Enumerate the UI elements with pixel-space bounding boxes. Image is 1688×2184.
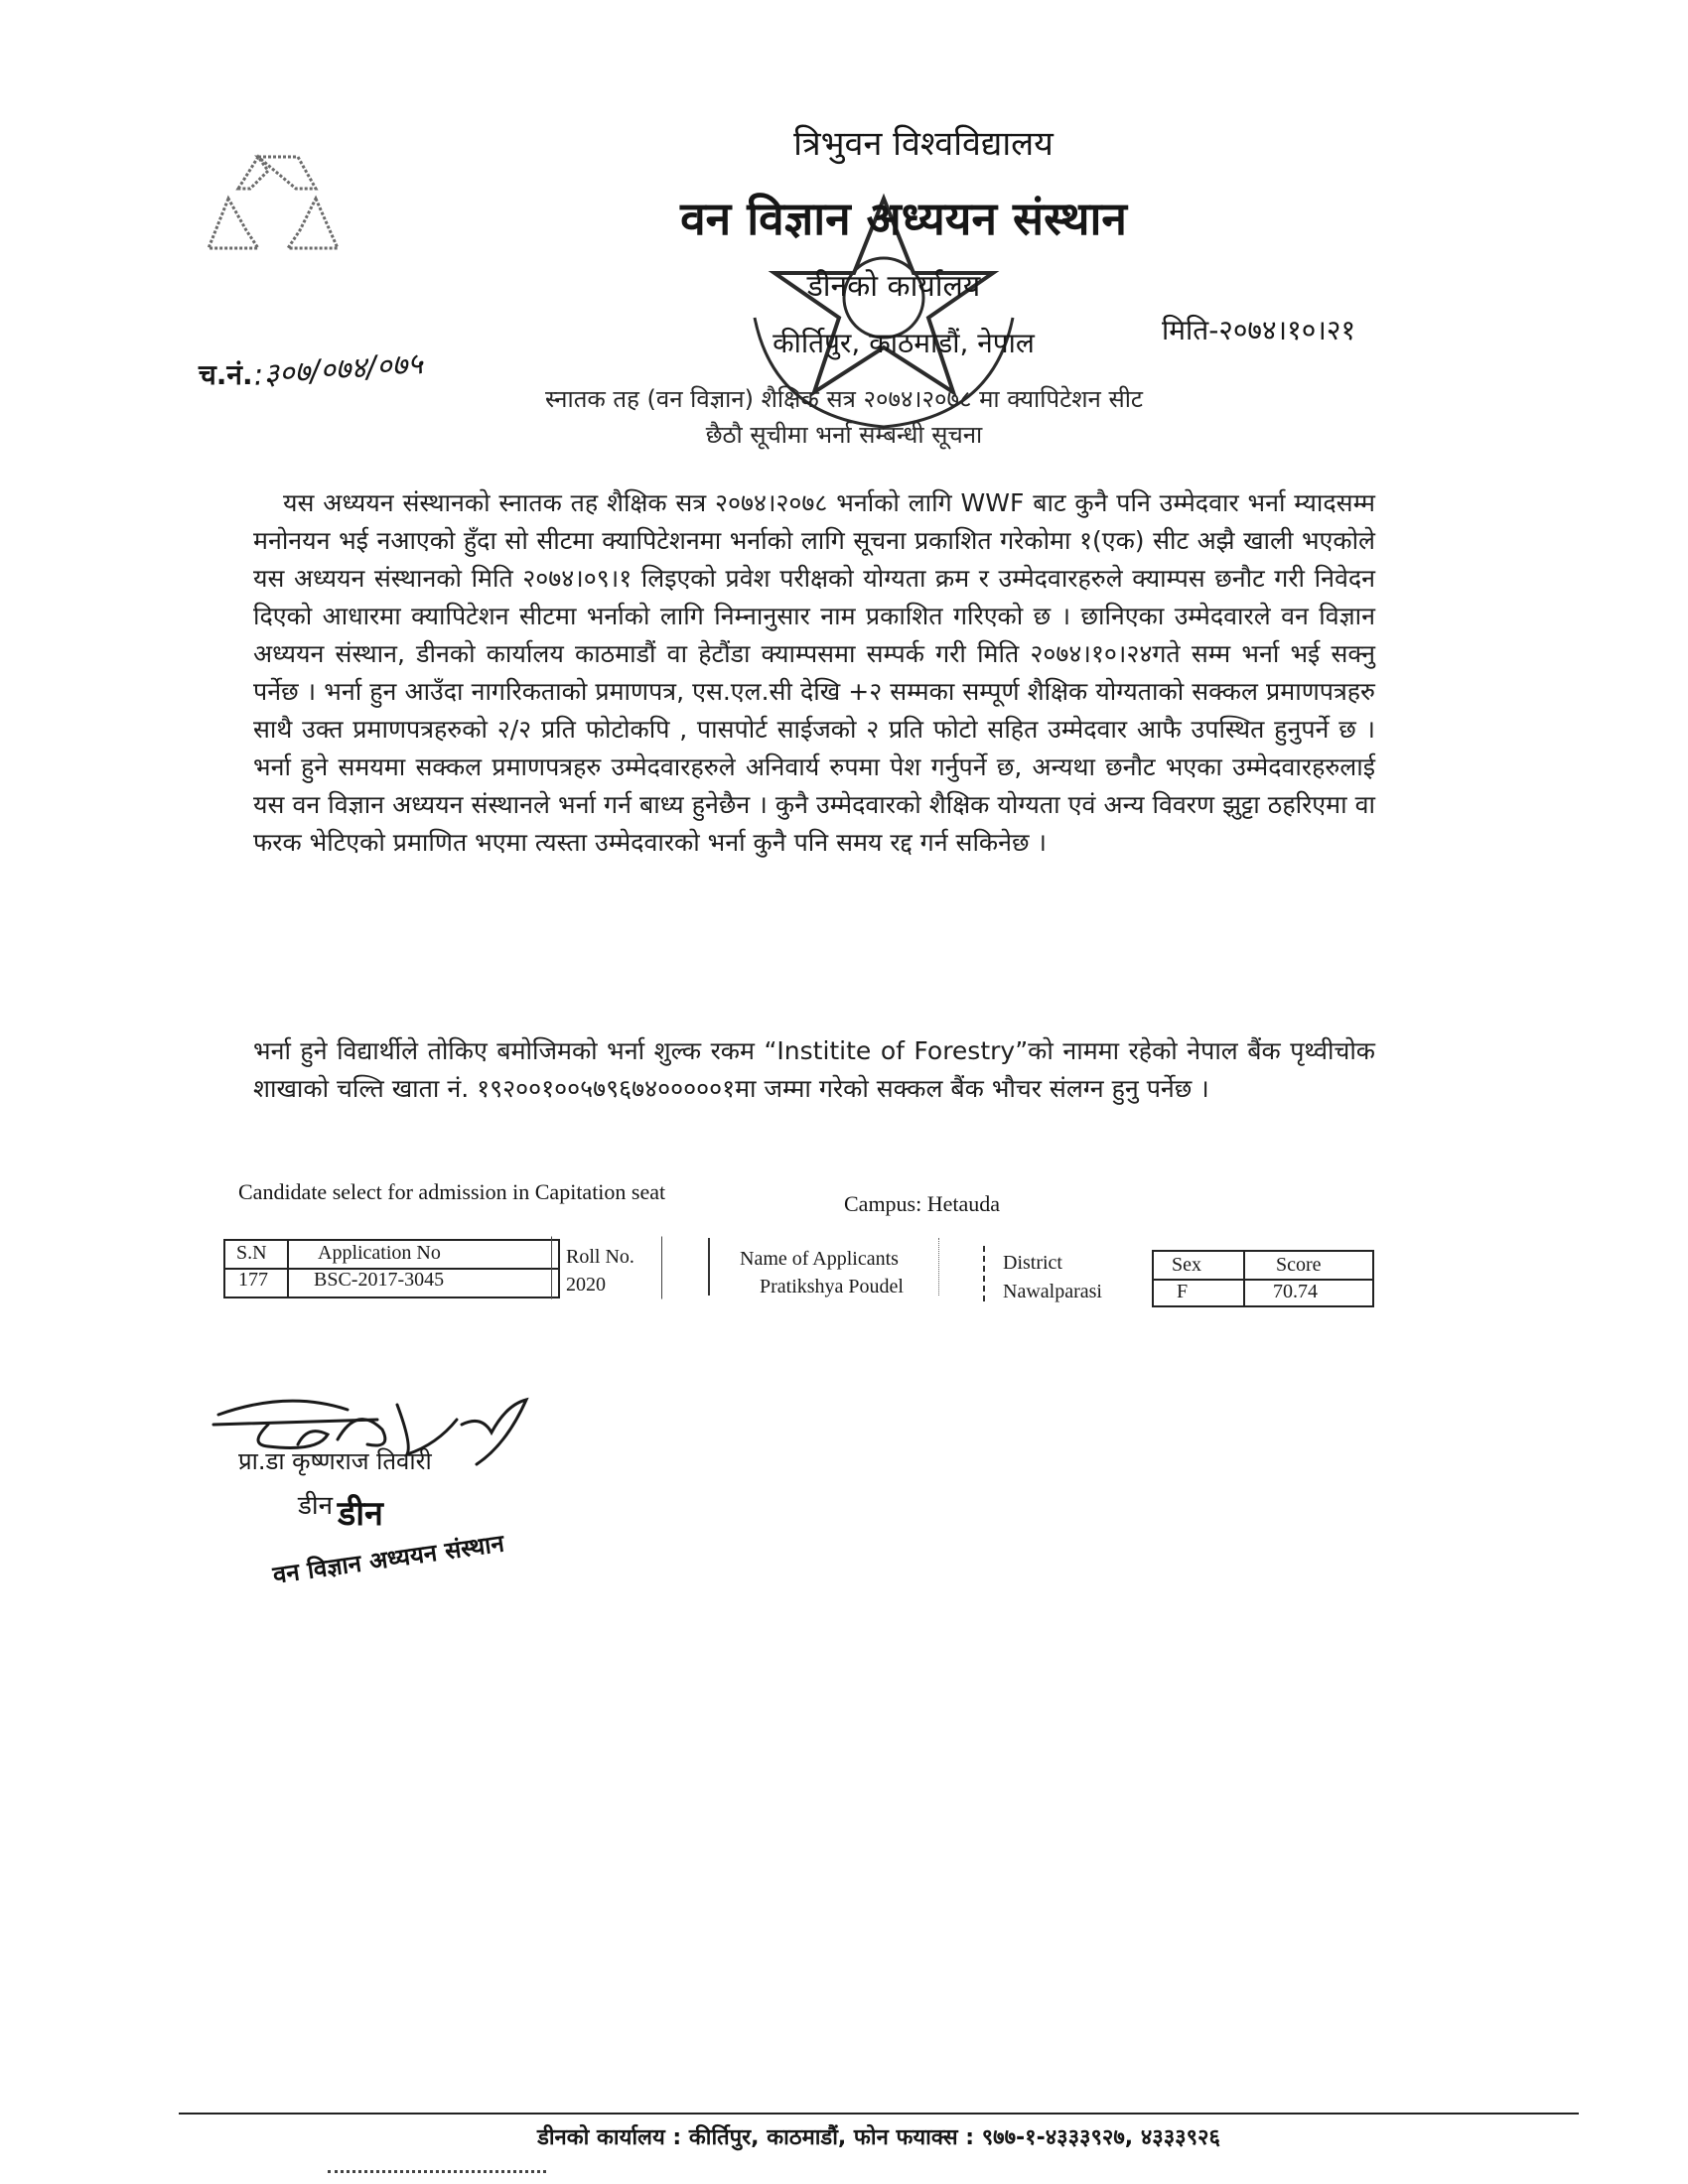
footer-cropped-line <box>328 2170 546 2183</box>
subject-line-2: छैठौ सूचीमा भर्ना सम्बन्धी सूचना <box>705 421 983 449</box>
signatory-title: डीन <box>298 1491 334 1521</box>
dean-stamp-text: वन विज्ञान अध्ययन संस्थान <box>271 1529 506 1589</box>
office-location: कीर्तिपुर, काठमाडौं, नेपाल <box>773 327 1035 359</box>
cell-name: Pratikshya Poudel <box>760 1276 904 1297</box>
reference-number: :३०७/०७४/०७५ <box>252 346 424 393</box>
institute-name: वन विज्ञान अध्ययन संस्थान <box>680 192 1127 245</box>
header-district: District <box>1003 1252 1062 1274</box>
selection-table <box>218 1236 1370 1315</box>
header-sex: Sex <box>1172 1254 1201 1276</box>
subject-line-1: स्नातक तह (वन विज्ञान) शैक्षिक सत्र २०७४।२०७८ मा क्यापिटेशन सीट <box>544 385 1144 413</box>
reference-label: च.नं. <box>199 358 253 391</box>
header-name: Name of Applicants <box>740 1248 899 1270</box>
university-logo-icon <box>189 149 348 268</box>
header-sn: S.N <box>236 1242 267 1264</box>
footer-divider <box>179 2113 1579 2115</box>
notice-paragraph-1: यस अध्ययन संस्थानको स्नातक तह शैक्षिक सत्र २०७४।२०७८ भर्नाको लागि WWF बाट कुनै पनि उम्मेदवार भर्ना म्यादसम्म मनोनयन भई नआएको हुँदा सो सीटमा क्यापिटेशनमा भर्नाको लागि सूचना प्रकाशित गरेकोमा १(एक) सीट अझै खाली भएकोले यस अध्ययन संस्थानको मिति २०७४।०९।१ लिइएको प्रवेश परीक्षको योग्यता क्रम र उम्मेदवारहरुले क्याम्पस छनौट गरी निवेदन दिएको आधारमा क्यापिटेशन सीटमा भर्नाको लागि निम्नानुसार नाम प्रकाशित गरिएको छ । छानिएका उम्मेदवारले वन विज्ञान अध्ययन संस्थान, डीनको कार्यालय काठमाडौं वा हेटौंडा क्याम्पसमा सम्पर्क गरी मिति २०७४।१०।२४गते सम्म भर्ना भई सक्नु पर्नेछ । भर्ना हुन आउँदा नागरिकताको प्रमाणपत्र, एस.एल.सी देखि +२ सम्मका सम्पूर्ण शैक्षिक योग्यताको सक्कल प्रमाणपत्रहरु साथै उक्त प्रमाणपत्रहरुको २/२ प्रति फोटोकपि , पासपोर्ट साईजको २ प्रति फोटो सहित उम्मेदवार आफै उपस्थित हुनुपर्ने छ । भर्ना हुने समयमा सक्कल प्रमाणपत्रहरु उम्मेदवारहरुले अनिवार्य रुपमा पेश गर्नुपर्ने छ, अन्यथा छनौट भएका उम्मेदवारहरुलाई यस वन विज्ञान अध्ययन संस्थानले भर्ना गर्न बाध्य हुनेछैन । कुनै उम्मेदवारको शैक्षिक योग्यता एवं अन्य विवरण झुट्टा ठहरिएमा वा फरक भेटिएको प्रमाणित भएमा त्यस्ता उम्मेदवारको भर्ना कुनै पनि समय रद्द गर्न सकिनेछ । <box>253 488 1375 857</box>
cell-district: Nawalparasi <box>1003 1281 1102 1302</box>
header-score: Score <box>1276 1254 1322 1276</box>
office-name: डीनको कार्यालय <box>806 269 981 304</box>
notice-paragraph-2: भर्ना हुने विद्यार्थीले तोकिए बमोजिमको भर्ना शुल्क रकम “Institite of Forestry”को नाममा रहेको नेपाल बैंक पृथ्वीचोक शाखाको चल्ति खाता नं. १९२००१००५७९६७४०००००१मा जम्मा गरेको सक्कल बैंक भौचर संलग्न हुनु पर्नेछ । <box>253 1036 1375 1103</box>
signatory-name: प्रा.डा कृष्णराज तिवारी <box>238 1447 432 1475</box>
cell-roll-no: 2020 <box>566 1274 606 1296</box>
header-application-no: Application No <box>318 1242 441 1264</box>
university-name: त्रिभुवन विश्वविद्यालय <box>793 124 1054 164</box>
dean-stamp-word: डीन <box>338 1494 383 1534</box>
cell-sex: F <box>1177 1281 1189 1302</box>
footer-contact: डीनको कार्यालय : कीर्तिपुर, काठमाडौं, फोन फयाक्स : ९७७-१-४३३३९२७, ४३३३९२६ <box>537 2125 1220 2150</box>
selection-title: Candidate select for admission in Capitation seat <box>238 1179 666 1204</box>
letter-date: मिति-२०७४।१०।२१ <box>1162 314 1356 346</box>
dean-stamp <box>268 1494 606 1613</box>
header-roll-no: Roll No. <box>566 1246 634 1268</box>
notice-subject <box>417 381 1271 453</box>
campus-label: Campus: Hetauda <box>844 1191 1001 1216</box>
cell-score: 70.74 <box>1273 1281 1318 1302</box>
cell-sn: 177 <box>238 1269 268 1291</box>
cell-application-no: BSC-2017-3045 <box>314 1269 445 1291</box>
